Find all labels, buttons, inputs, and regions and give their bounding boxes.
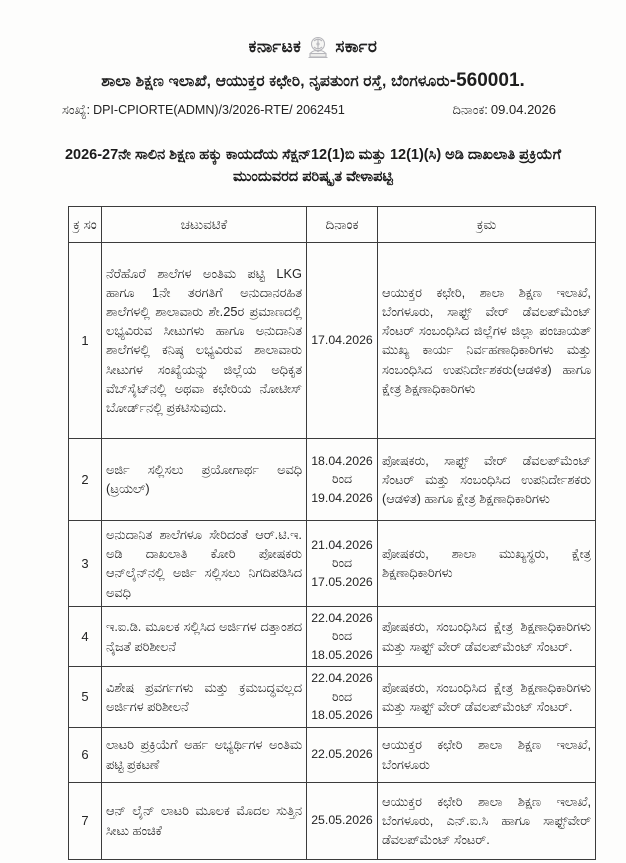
cell-activity: ವಿಶೇಷ ಪ್ರವರ್ಗಗಳು ಮತ್ತು ಕ್ರಮಬದ್ಧವಲ್ಲದ ಅರ್ಜಿಗಳ ಪರಿಶೀಲನೆ bbox=[102, 667, 307, 727]
schedule-table bbox=[68, 206, 596, 860]
cell-activity: ನೆರೆಹೊರೆ ಶಾಲೆಗಳ ಅಂತಿಮ ಪಟ್ಟಿ LKG ಹಾಗೂ 1ನೇ ತರಗತಿಗೆ ಅನುದಾನರಹಿತ ಶಾಲೆಗಳಲ್ಲಿ ಶಾಲಾವಾರು ಶೇ.25ರ ಪ್ರಮಾಣದಲ್ಲಿ ಲಭ್ಯವಿರುವ ಸೀಟುಗಳು ಹಾಗೂ ಅನುದಾನಿತ ಶಾಲೆಗಳಲ್ಲಿ ಕನಿಷ್ಠ ಲಭ್ಯವಿರುವ ಶಾಲಾವಾರು ಸೀಟುಗಳ ಸಂಖ್ಯೆಯನ್ನು ಜಿಲ್ಲೆಯ ಅಧಿಕೃತ ವೆಬ್‌ಸೈಟ್‌ನಲ್ಲಿ ಅಥವಾ ಕಛೇರಿಯ ನೋಟೀಸ್ ಬೋರ್ಡ್‌ನಲ್ಲಿ ಪ್ರಕಟಿಸುವುದು. bbox=[102, 242, 307, 438]
cell-activity: ಅನುದಾನಿತ ಶಾಲೆಗಳೂ ಸೇರಿದಂತೆ ಆರ್.ಟಿ.ಇ. ಅಡಿ ದಾಖಲಾತಿ ಕೋರಿ ಪೋಷಕರು ಆನ್‌ಲೈನ್‌ನಲ್ಲಿ ಅರ್ಜಿ ಸಲ್ಲಿಸಲು ನಿಗದಿಪಡಿಸಿದ ಅವಧಿ bbox=[102, 520, 307, 606]
document-title: 2026-27ನೇ ಸಾಲಿನ ಶಿಕ್ಷಣ ಹಕ್ಕು ಕಾಯದೆಯ ಸೆಕ್ಷನ್‌12(1)ಬಿ ಮತ್ತು 12(1)(ಸಿ) ಅಡಿ ದಾಖಲಾತಿ ಪ್ರಕ್ರಿಯೆಗೆ ಮುಂದುವರದ ಪರಿಷ್ಕೃತ ವೇಳಾಪಟ್ಟಿ bbox=[64, 147, 562, 186]
cell-sl-no: 2 bbox=[69, 438, 102, 520]
cell-step: ಆಯುಕ್ತರ ಕಛೇರಿ, ಶಾಲಾ ಶಿಕ್ಷಣ ಇಲಾಖೆ, ಬೆಂಗಳೂರು, ಸಾಫ್ಟ್ ವೇರ್ ಡೆವಲಪ್‌ಮೆಂಟ್ ಸೆಂಟರ್ ಸಂಬಂಧಿಸಿದ ಜಿಲ್ಲೆಗಳ ಜಿಲ್ಲಾ ಪಂಚಾಯತ್ ಮುಖ್ಯ ಕಾರ್ಯ ನಿರ್ವಹಣಾಧಿಕಾರಿಗಳು ಮತ್ತು ಸಂಬಂಧಿಸಿದ ಉಪನಿರ್ದೇಶಕರು(ಆಡಳಿತ) ಹಾಗೂ ಕ್ಷೇತ್ರ ಶಿಕ್ಷಣಾಧಿಕಾರಿಗಳು bbox=[378, 242, 596, 438]
cell-date: 25.05.2026 bbox=[307, 782, 378, 859]
cell-date: 22.04.2026 ರಿಂದ 18.05.2026 bbox=[307, 606, 378, 666]
cell-sl-no: 4 bbox=[69, 606, 102, 666]
department-address-line bbox=[0, 70, 626, 92]
cell-step: ಪೋಷಕರು, ಸಂಬಂಧಿಸಿದ ಕ್ಷೇತ್ರ ಶಿಕ್ಷಣಾಧಿಕಾರಿಗಳು ಮತ್ತು ಸಾಫ್ಟ್ ವೇರ್ ಡೆವಲಪ್‌ಮೆಂಟ್ ಸೆಂಟರ್. bbox=[378, 667, 596, 727]
pincode-text: -560001. bbox=[449, 70, 525, 91]
cell-activity: ಇ.ಐ.ಡಿ. ಮೂಲಕ ಸಲ್ಲಿಸಿದ ಅರ್ಜಿಗಳ ದತ್ತಾಂಶದ ನೈಜತೆ ಪರಿಶೀಲನೆ bbox=[102, 606, 307, 666]
government-title-line bbox=[0, 34, 626, 60]
reference-number-group bbox=[62, 102, 345, 118]
cell-activity: ಅರ್ಜಿ ಸಲ್ಲಿಸಲು ಪ್ರಯೋಗಾರ್ಥ ಅವಧಿ (ಟ್ರಯಲ್) bbox=[102, 438, 307, 520]
reference-number-value: DPI-CPIORTE(ADMN)/3/2026-RTE/ 2062451 bbox=[93, 103, 345, 117]
cell-sl-no: 6 bbox=[69, 727, 102, 782]
cell-activity: ಆನ್ ಲೈನ್ ಲಾಟರಿ ಮೂಲಕ ಮೊದಲ ಸುತ್ತಿನ ಸೀಟು ಹಂಚಿಕೆ bbox=[102, 782, 307, 859]
table-row bbox=[69, 520, 596, 606]
table-row bbox=[69, 727, 596, 782]
cell-step: ಪೋಷಕರು, ಸಂಬಂಧಿಸಿದ ಕ್ಷೇತ್ರ ಶಿಕ್ಷಣಾಧಿಕಾರಿಗಳು ಮತ್ತು ಸಾಫ್ಟ್ ವೇರ್ ಡೆವಲಪ್‌ಮೆಂಟ್ ಸೆಂಟರ್. bbox=[378, 606, 596, 666]
column-header-date: ದಿನಾಂಕ bbox=[307, 206, 378, 242]
cell-date: 22.05.2026 bbox=[307, 727, 378, 782]
government-title-left: ಕರ್ನಾಟಕ bbox=[248, 37, 302, 56]
karnataka-state-emblem-icon bbox=[306, 34, 330, 60]
document-date-group bbox=[452, 102, 556, 118]
cell-step: ಆಯುಕ್ತರ ಕಛೇರಿ ಶಾಲಾ ಶಿಕ್ಷಣ ಇಲಾಖೆ, ಬೆಂಗಳೂರು bbox=[378, 727, 596, 782]
cell-sl-no: 7 bbox=[69, 782, 102, 859]
cell-step: ಪೋಷಕರು, ಸಾಫ್ಟ್ ವೇರ್ ಡೆವಲಪ್‌ಮೆಂಟ್ ಸೆಂಟರ್ ಮತ್ತು ಸಂಬಂಧಿಸಿದ ಉಪನಿರ್ದೇಶಕರು (ಆಡಳಿತ) ಹಾಗೂ ಕ್ಷೇತ್ರ ಶಿಕ್ಷಣಾಧಿಕಾರಿಗಳು bbox=[378, 438, 596, 520]
document-date-label: ದಿನಾಂಕ: bbox=[452, 102, 488, 117]
cell-step: ಆಯುಕ್ತರ ಕಛೇರಿ ಶಾಲಾ ಶಿಕ್ಷಣ ಇಲಾಖೆ, ಬೆಂಗಳೂರು, ಎನ್.ಐ.ಸಿ ಹಾಗೂ ಸಾಫ್ಟ್‌ವೇರ್ ಡೆವಲಪ್‌ಮೆಂಟ್ ಸೆಂಟರ್. bbox=[378, 782, 596, 859]
cell-sl-no: 5 bbox=[69, 667, 102, 727]
table-row bbox=[69, 782, 596, 859]
table-header-row bbox=[69, 206, 596, 242]
table-row bbox=[69, 606, 596, 666]
cell-date: 22.04.2026 ರಿಂದ 18.05.2026 bbox=[307, 667, 378, 727]
column-header-activity: ಚಟುವಟಿಕೆ bbox=[102, 206, 307, 242]
cell-sl-no: 3 bbox=[69, 520, 102, 606]
government-title-right: ಸರ್ಕಾರ bbox=[335, 37, 378, 56]
cell-activity: ಲಾಟರಿ ಪ್ರಕ್ರಿಯೆಗೆ ಅರ್ಹ ಅಭ್ಯರ್ಥಿಗಳ ಅಂತಿಮ ಪಟ್ಟಿ ಪ್ರಕಟಣೆ bbox=[102, 727, 307, 782]
column-header-step: ಕ್ರಮ bbox=[378, 206, 596, 242]
table-row bbox=[69, 438, 596, 520]
department-address-text: ಶಾಲಾ ಶಿಕ್ಷಣ ಇಲಾಖೆ, ಆಯುಕ್ತರ ಕಛೇರಿ, ನೃಪತುಂಗ ರಸ್ತೆ, ಬೆಂಗಳೂರು bbox=[101, 73, 450, 90]
reference-line bbox=[62, 102, 556, 118]
table-row bbox=[69, 667, 596, 727]
cell-date: 21.04.2026 ರಿಂದ 17.05.2026 bbox=[307, 520, 378, 606]
cell-sl-no: 1 bbox=[69, 242, 102, 438]
column-header-sl-no: ಕ್ರ ಸಂ bbox=[69, 206, 102, 242]
reference-number-label: ಸಂಖ್ಯೆ: bbox=[62, 102, 91, 117]
document-date-value: 09.04.2026 bbox=[490, 102, 556, 117]
cell-date: 17.04.2026 bbox=[307, 242, 378, 438]
table-row bbox=[69, 242, 596, 438]
cell-date: 18.04.2026 ರಿಂದ 19.04.2026 bbox=[307, 438, 378, 520]
cell-step: ಪೋಷಕರು, ಶಾಲಾ ಮುಖ್ಯಸ್ಥರು, ಕ್ಷೇತ್ರ ಶಿಕ್ಷಣಾಧಿಕಾರಿಗಳು bbox=[378, 520, 596, 606]
